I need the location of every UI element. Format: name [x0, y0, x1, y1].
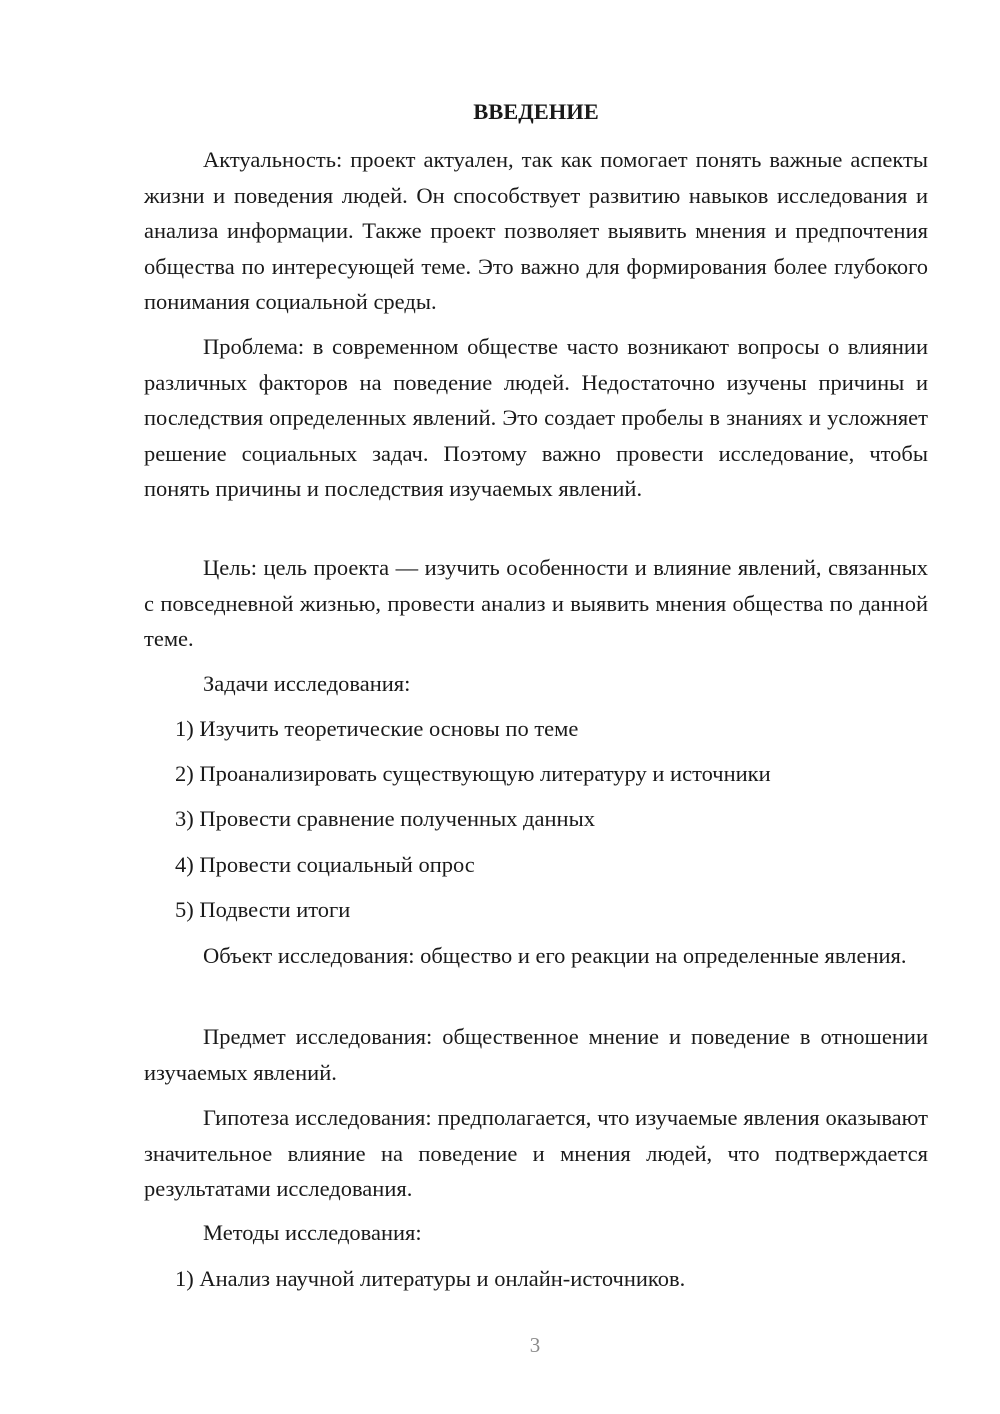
task-item: 5) Подвести итоги [175, 897, 351, 922]
relevance-paragraph: Актуальность: проект актуален, так как помогает понять важные аспекты жизни и поведения людей. Он способствует развитию навыков исследования и анализа информации. Также проект позволяет выявить мнения и предпочтения общества по интересующей теме. Это важно для формирования более глубокого понимания социальной среды. [144, 147, 928, 314]
object-paragraph: Объект исследования: общество и его реакции на определенные явления. [203, 943, 907, 968]
page-number: 3 [529, 1333, 541, 1357]
goal-paragraph: Цель: цель проекта — изучить особенности и влияние явлений, связанных с повседневной жизнью, провести анализ и выявить мнения общества по данной теме. [144, 555, 928, 651]
task-item: 2) Проанализировать существующую литературу и источники [175, 761, 771, 786]
task-item: 1) Изучить теоретические основы по теме [175, 716, 579, 741]
problem-paragraph: Проблема: в современном обществе часто возникают вопросы о влиянии различных факторов на поведение людей. Недостаточно изучены причины и последствия определенных явлений. Это создает пробелы в знаниях и усложняет решение социальных задач. Поэтому важно провести исследование, чтобы понять причины и последствия изучаемых явлений. [144, 334, 928, 501]
subject-paragraph: Предмет исследования: общественное мнение и поведение в отношении изучаемых явлений. [144, 1024, 928, 1085]
task-item: 4) Провести социальный опрос [175, 852, 475, 877]
method-item: 1) Анализ научной литературы и онлайн-источников. [175, 1266, 686, 1291]
page-heading: ВВЕДЕНИЕ [473, 99, 599, 124]
task-item: 3) Провести сравнение полученных данных [175, 806, 595, 831]
tasks-label: Задачи исследования: [203, 671, 411, 696]
methods-label: Методы исследования: [203, 1220, 422, 1245]
hypothesis-paragraph: Гипотеза исследования: предполагается, что изучаемые явления оказывают значительное влияние на поведение и мнения людей, что подтверждается результатами исследования. [144, 1105, 928, 1201]
